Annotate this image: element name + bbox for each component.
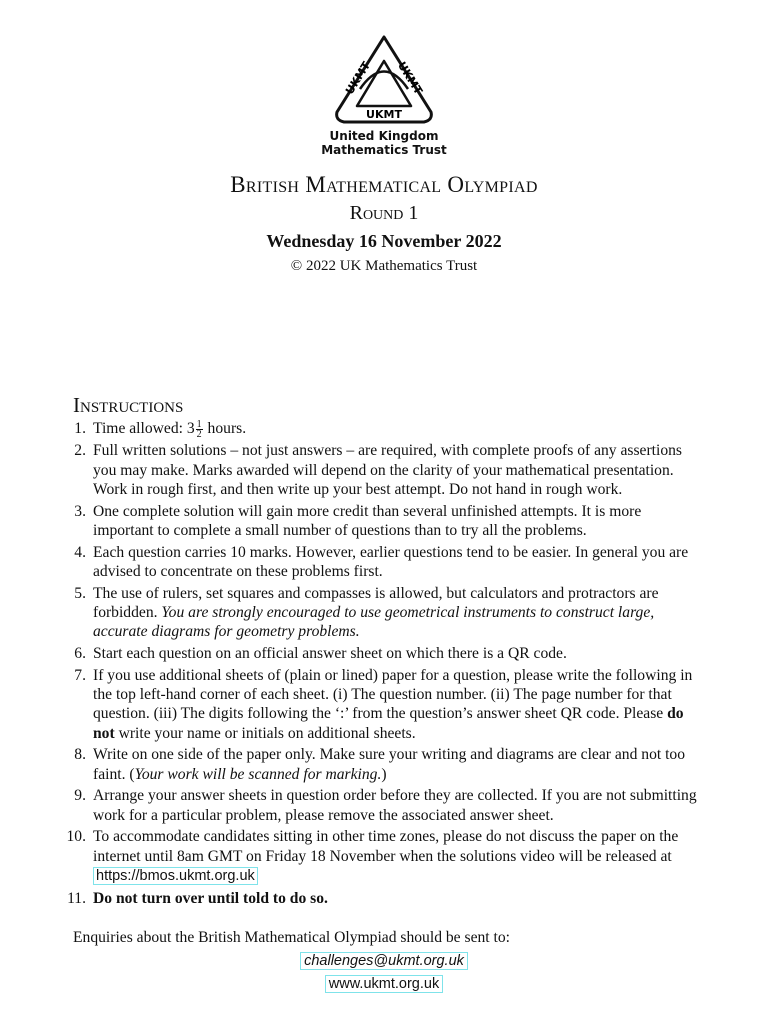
logo-left-text: UKMT: [343, 59, 374, 97]
org-line-1: United Kingdom: [329, 129, 439, 143]
item-text: To accommodate candidates sitting in other time zones, please do not discuss the paper on the internet until 8am GMT on Friday 18 November when the solutions video will be released at: [93, 828, 679, 865]
instruction-item: [50, 419, 702, 439]
item-text-bold: do not: [93, 705, 684, 742]
instructions-list: [50, 419, 702, 910]
email-row: [0, 952, 768, 970]
item-number: 8.: [74, 746, 86, 764]
round-label: Round 1: [349, 202, 419, 224]
enquiries-text: Enquiries about the British Mathematical Olympiad should be sent to:: [73, 929, 510, 946]
page-title: British Mathematical Olympiad: [230, 172, 538, 197]
instruction-item: [50, 745, 702, 784]
item-number: 10.: [66, 828, 86, 846]
exam-date: Wednesday 16 November 2022: [266, 231, 502, 251]
fraction-denominator: 2: [196, 428, 202, 440]
instruction-item: [50, 502, 702, 541]
item-number: 7.: [74, 666, 86, 684]
item-number: 9.: [74, 787, 86, 805]
instruction-item: [50, 441, 702, 499]
item-text: The use of rulers, set squares and compasses is allowed, but calculators and protractors are forbidden.: [93, 584, 659, 621]
item-text-bold: Do not turn over until told to do so.: [93, 889, 328, 907]
instruction-item: [50, 827, 702, 886]
instruction-item: [50, 543, 702, 582]
solutions-video-link[interactable]: https://bmos.ukmt.org.uk: [93, 867, 258, 885]
item-text: Time allowed: 3: [93, 420, 195, 437]
item-number: 11.: [67, 889, 86, 907]
org-line-2: Mathematics Trust: [321, 143, 447, 157]
item-text: Write on one side of the paper only. Make sure your writing and diagrams are clear and not too faint. (: [93, 746, 686, 783]
item-number: 4.: [74, 543, 86, 561]
email-link[interactable]: challenges@ukmt.org.uk: [300, 952, 468, 970]
item-text-post: hours.: [203, 420, 247, 437]
logo-bottom-text: UKMT: [366, 108, 402, 121]
item-text-post: write your name or initials on additional sheets.: [114, 724, 416, 742]
item-text: Each question carries 10 marks. However, earlier questions tend to be easier. In general you are advised to concentrate on these problems first.: [93, 543, 689, 580]
website-link[interactable]: www.ukmt.org.uk: [325, 975, 443, 993]
fraction-numerator: 1: [196, 418, 202, 430]
item-text: If you use additional sheets of (plain or lined) paper for a question, please write the following in the top left-hand corner of each sheet. (i) The question number. (ii) The page number for that question. (iii) The digits following the ‘:’ from the question’s answer sheet QR code. Please: [93, 666, 693, 723]
instruction-item: [50, 644, 702, 663]
ukmt-logo: [332, 34, 436, 128]
item-number: 2.: [74, 442, 86, 460]
item-text: One complete solution will gain more credit than several unfinished attempts. It is more important to complete a small number of questions than to try all the problems.: [93, 502, 642, 539]
ukmt-logo-icon: [332, 34, 436, 128]
item-text-italic: Your work will be scanned for marking.: [134, 765, 382, 783]
item-text: Full written solutions – not just answers – are required, with complete proofs of any assertions you may make. Marks awarded will depend on the clarity of your mathematical presentation. Work in rough first, and then write up your best attempt. Do not hand in rough work.: [93, 442, 682, 498]
item-text: Start each question on an official answer sheet on which there is a QR code.: [93, 644, 567, 662]
item-number: 5.: [74, 584, 86, 602]
fraction: [196, 420, 203, 439]
website-row: [0, 975, 768, 993]
instruction-item: [50, 584, 702, 642]
instructions-heading: Instructions: [73, 393, 184, 417]
item-text: Arrange your answer sheets in question order before they are collected. If you are not submitting work for a particular problem, please remove the associated answer sheet.: [93, 787, 697, 824]
instruction-item: [50, 786, 702, 825]
item-text-post: ): [381, 765, 387, 783]
instruction-item: [50, 889, 702, 908]
item-number: 3.: [74, 502, 86, 520]
copyright: © 2022 UK Mathematics Trust: [290, 258, 478, 274]
logo-right-text: UKMT: [394, 59, 425, 97]
item-number: 1.: [74, 420, 86, 437]
item-text-italic: You are strongly encouraged to use geometrical instruments to construct large, accurate diagrams for geometry problems.: [93, 603, 655, 641]
org-name: [0, 129, 768, 157]
item-number: 6.: [74, 644, 86, 662]
instruction-item: [50, 666, 702, 744]
